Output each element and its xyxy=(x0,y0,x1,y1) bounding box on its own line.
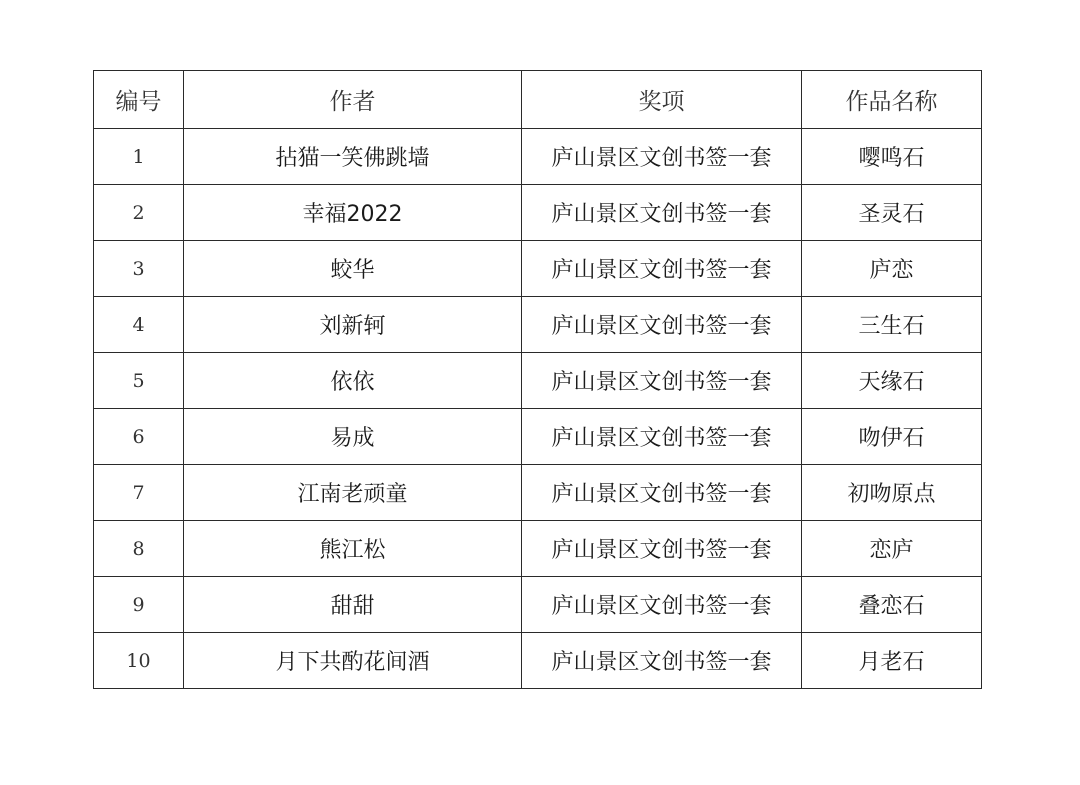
cell-author: 江南老顽童 xyxy=(184,465,522,521)
table-row xyxy=(94,465,982,521)
cell-author: 月下共酌花间酒 xyxy=(184,633,522,689)
table-row xyxy=(94,577,982,633)
cell-award: 庐山景区文创书签一套 xyxy=(522,577,802,633)
winners-table xyxy=(93,70,982,689)
cell-number: 1 xyxy=(94,129,184,185)
cell-award: 庐山景区文创书签一套 xyxy=(522,241,802,297)
cell-award: 庐山景区文创书签一套 xyxy=(522,633,802,689)
cell-work-title: 叠恋石 xyxy=(802,577,982,633)
table-row xyxy=(94,297,982,353)
cell-award: 庐山景区文创书签一套 xyxy=(522,409,802,465)
cell-author: 拈猫一笑佛跳墙 xyxy=(184,129,522,185)
cell-work-title: 嘤鸣石 xyxy=(802,129,982,185)
cell-number: 2 xyxy=(94,185,184,241)
cell-number: 6 xyxy=(94,409,184,465)
cell-author: 依依 xyxy=(184,353,522,409)
header-work-title: 作品名称 xyxy=(802,71,982,129)
table-row xyxy=(94,241,982,297)
table-header-row xyxy=(94,71,982,129)
cell-work-title: 庐恋 xyxy=(802,241,982,297)
cell-number: 7 xyxy=(94,465,184,521)
table-row xyxy=(94,353,982,409)
cell-author: 易成 xyxy=(184,409,522,465)
cell-award: 庐山景区文创书签一套 xyxy=(522,297,802,353)
table-row xyxy=(94,129,982,185)
cell-work-title: 圣灵石 xyxy=(802,185,982,241)
cell-number: 9 xyxy=(94,577,184,633)
header-award: 奖项 xyxy=(522,71,802,129)
cell-number: 8 xyxy=(94,521,184,577)
cell-author: 熊江松 xyxy=(184,521,522,577)
cell-number: 10 xyxy=(94,633,184,689)
cell-author: 刘新轲 xyxy=(184,297,522,353)
cell-award: 庐山景区文创书签一套 xyxy=(522,465,802,521)
header-number: 编号 xyxy=(94,71,184,129)
cell-work-title: 恋庐 xyxy=(802,521,982,577)
cell-number: 3 xyxy=(94,241,184,297)
table-row xyxy=(94,185,982,241)
cell-work-title: 天缘石 xyxy=(802,353,982,409)
cell-author: 甜甜 xyxy=(184,577,522,633)
cell-number: 5 xyxy=(94,353,184,409)
cell-author: 蛟华 xyxy=(184,241,522,297)
table-row xyxy=(94,521,982,577)
header-author: 作者 xyxy=(184,71,522,129)
cell-work-title: 初吻原点 xyxy=(802,465,982,521)
cell-award: 庐山景区文创书签一套 xyxy=(522,353,802,409)
cell-award: 庐山景区文创书签一套 xyxy=(522,185,802,241)
cell-award: 庐山景区文创书签一套 xyxy=(522,129,802,185)
cell-work-title: 三生石 xyxy=(802,297,982,353)
cell-number: 4 xyxy=(94,297,184,353)
table-row xyxy=(94,409,982,465)
table-row xyxy=(94,633,982,689)
cell-award: 庐山景区文创书签一套 xyxy=(522,521,802,577)
cell-author: 幸福2022 xyxy=(184,185,522,241)
cell-work-title: 月老石 xyxy=(802,633,982,689)
cell-work-title: 吻伊石 xyxy=(802,409,982,465)
